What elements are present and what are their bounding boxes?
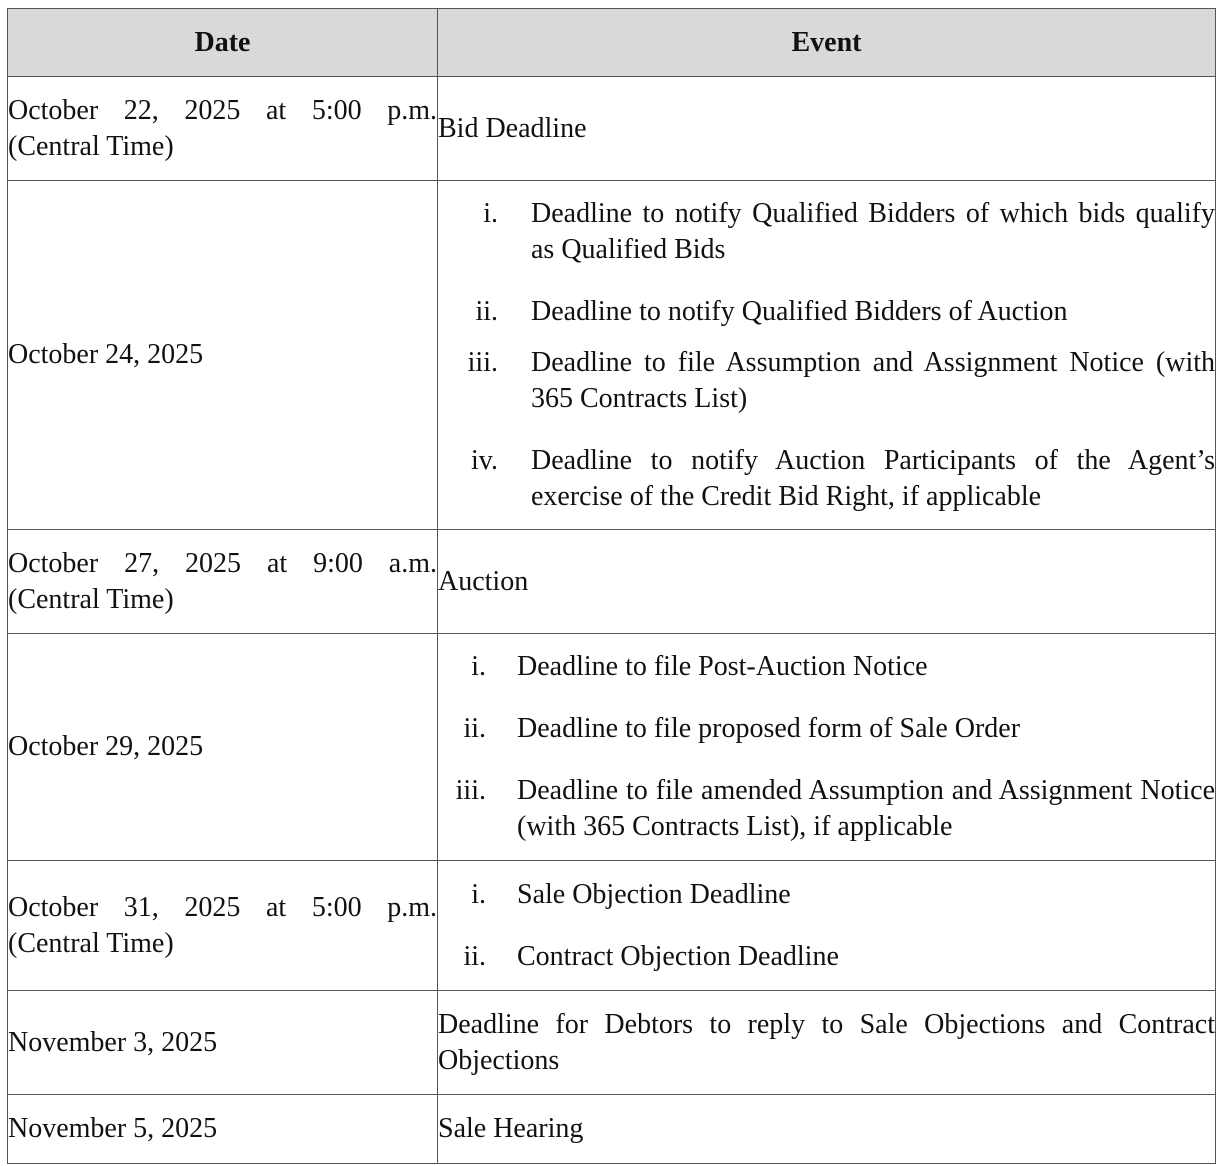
event-list <box>438 649 1215 845</box>
date-cell: October 27, 2025 at 9:00 a.m. (Central Time) <box>8 530 438 634</box>
event-list <box>438 877 1215 975</box>
list-item-text: Deadline to file Assumption and Assignment Notice (with 365 Contracts List) <box>531 346 1215 414</box>
list-item <box>438 443 1215 515</box>
event-cell: Deadline for Debtors to reply to Sale Objections and Contract Objections <box>438 991 1216 1095</box>
list-item <box>438 711 1215 747</box>
list-item-number: iii. <box>467 346 498 378</box>
date-cell: November 5, 2025 <box>8 1095 438 1164</box>
date-cell: October 29, 2025 <box>8 634 438 861</box>
date-cell: October 31, 2025 at 5:00 p.m. (Central Time) <box>8 861 438 991</box>
event-column-header: Event <box>438 9 1216 77</box>
table-row <box>8 1095 1216 1164</box>
list-item <box>438 773 1215 845</box>
list-item-number: i. <box>483 197 498 229</box>
list-item-text: Deadline to file Post-Auction Notice <box>517 651 928 682</box>
list-item-number: i. <box>471 651 486 682</box>
list-item-text: Deadline to notify Auction Participants of the Agent’s exercise of the Credit Bid Right, if applicable <box>531 444 1215 512</box>
table-row <box>8 861 1216 991</box>
event-cell <box>438 181 1216 530</box>
date-cell: October 22, 2025 at 5:00 p.m. (Central Time) <box>8 77 438 181</box>
list-item-text: Deadline to notify Qualified Bidders of Auction <box>531 295 1068 327</box>
list-item-number: iii. <box>455 775 486 806</box>
table-row <box>8 634 1216 861</box>
event-cell: Auction <box>438 530 1216 634</box>
list-item <box>438 196 1215 268</box>
date-cell: October 24, 2025 <box>8 181 438 530</box>
table-row <box>8 991 1216 1095</box>
date-column-header: Date <box>8 9 438 77</box>
event-cell: Bid Deadline <box>438 77 1216 181</box>
list-item <box>438 649 1215 685</box>
list-item-text: Deadline to file proposed form of Sale Order <box>517 713 1021 744</box>
table-row <box>8 77 1216 181</box>
event-list <box>438 196 1215 515</box>
list-item-text: Contract Objection Deadline <box>517 940 839 972</box>
list-item-number: ii. <box>463 713 486 744</box>
event-cell <box>438 861 1216 991</box>
list-item-number: iv. <box>471 444 498 476</box>
list-item-text: Sale Objection Deadline <box>517 878 791 910</box>
table-row <box>8 530 1216 634</box>
list-item-text: Deadline to file amended Assumption and Assignment Notice (with 365 Contracts List), if applicable <box>517 775 1215 842</box>
table-row <box>8 181 1216 530</box>
list-item <box>438 939 1215 975</box>
list-item <box>438 877 1215 913</box>
list-item <box>438 345 1215 417</box>
list-item-number: i. <box>471 878 486 910</box>
table-header-row <box>8 9 1216 77</box>
date-cell: November 3, 2025 <box>8 991 438 1095</box>
list-item-number: ii. <box>475 295 498 327</box>
sale-schedule-table <box>7 8 1216 1164</box>
list-item-number: ii. <box>463 940 486 972</box>
list-item <box>438 294 1215 330</box>
list-item-text: Deadline to notify Qualified Bidders of which bids qualify as Qualified Bids <box>531 197 1215 265</box>
event-cell: Sale Hearing <box>438 1095 1216 1164</box>
event-cell <box>438 634 1216 861</box>
